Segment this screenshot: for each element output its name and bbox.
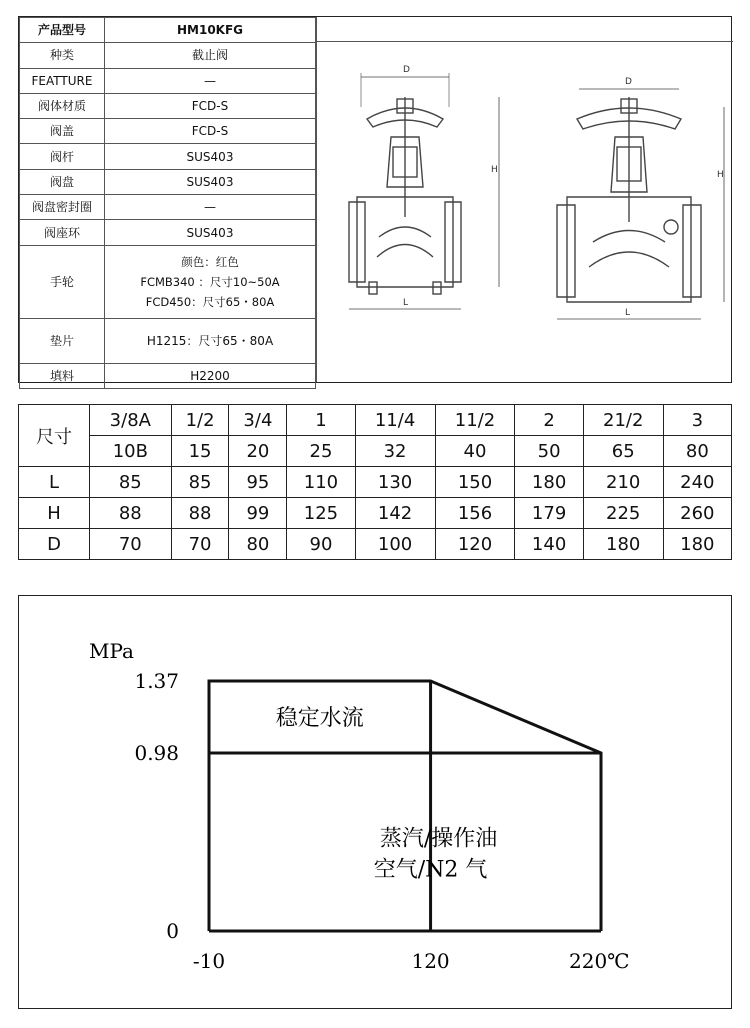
table-cell: 179 — [515, 498, 583, 529]
handwheel-line: FCMB340 ：尺寸10~50A — [140, 274, 280, 289]
table-cell: 88 — [90, 498, 172, 529]
row-label: L — [19, 467, 90, 498]
table-cell: 180 — [583, 529, 663, 560]
spec-value: HM10KFG — [105, 18, 316, 43]
spec-row — [20, 169, 316, 194]
spec-value: 截止阀 — [105, 43, 316, 68]
spec-key: 阀盘 — [20, 169, 105, 194]
table-cell: 1 — [287, 405, 355, 436]
spec-value: FCD-S — [105, 93, 316, 118]
table-cell: 225 — [583, 498, 663, 529]
table-row — [19, 529, 732, 560]
table-cell: 40 — [435, 436, 515, 467]
chart-svg — [19, 596, 731, 1008]
table-cell: 50 — [515, 436, 583, 467]
table-cell: 210 — [583, 467, 663, 498]
dim-label-l: L — [625, 308, 631, 318]
spec-key: 种类 — [20, 43, 105, 68]
spec-row — [20, 195, 316, 220]
spec-panel — [18, 16, 732, 383]
table-cell: 120 — [435, 529, 515, 560]
handwheel-line: FCD450：尺寸65・80A — [145, 294, 275, 309]
x-tick-label: -10 — [192, 949, 226, 973]
table-row — [19, 405, 732, 436]
table-cell: 125 — [287, 498, 355, 529]
table-row — [19, 498, 732, 529]
spec-row — [20, 144, 316, 169]
table-cell: 32 — [355, 436, 435, 467]
spec-key: 阀座环 — [20, 220, 105, 245]
spec-value: — — [105, 68, 316, 93]
table-cell: 1/2 — [171, 405, 229, 436]
table-cell: 260 — [663, 498, 731, 529]
x-tick-label: 120 — [411, 949, 450, 973]
spec-key: 填料 — [20, 363, 105, 388]
spec-key: 阀杆 — [20, 144, 105, 169]
table-cell: 65 — [583, 436, 663, 467]
table-cell: 150 — [435, 467, 515, 498]
table-cell: 110 — [287, 467, 355, 498]
table-cell: 100 — [355, 529, 435, 560]
table-cell: 3/8A — [90, 405, 172, 436]
spec-row-gasket — [20, 318, 316, 363]
spec-value — [105, 245, 316, 318]
y-tick-label: 0 — [166, 919, 179, 943]
spec-table — [19, 17, 316, 389]
dim-label-l: L — [403, 298, 409, 308]
spec-key: 手轮 — [20, 245, 105, 318]
region-label-air: 空气/N2 气 — [373, 857, 488, 883]
table-cell: 180 — [663, 529, 731, 560]
y-tick-label: 0.98 — [134, 741, 179, 765]
table-cell: 90 — [287, 529, 355, 560]
table-cell: 156 — [435, 498, 515, 529]
region-label-water: 稳定水流 — [275, 706, 364, 731]
valve-drawings — [319, 47, 729, 332]
spec-key: 阀盘密封圈 — [20, 195, 105, 220]
spec-key: 阀体材质 — [20, 93, 105, 118]
valve-drawing-small — [349, 65, 499, 309]
table-cell: 15 — [171, 436, 229, 467]
table-cell: 70 — [90, 529, 172, 560]
y-axis-label: MPa — [89, 639, 134, 663]
row-label: H — [19, 498, 90, 529]
handwheel-line: 颜色：红色 — [181, 254, 239, 269]
table-cell: 80 — [229, 529, 287, 560]
dim-label-d: D — [625, 77, 632, 87]
dimension-table — [18, 404, 732, 560]
spec-row-packing — [20, 363, 316, 388]
spec-key: 阀盖 — [20, 119, 105, 144]
spec-key: 产品型号 — [20, 18, 105, 43]
spec-row — [20, 220, 316, 245]
valve-drawing-large — [557, 77, 724, 319]
divider — [316, 17, 317, 382]
spec-key: FEATTURE — [20, 68, 105, 93]
spec-value: H1215：尺寸65・80A — [105, 318, 316, 363]
table-cell: 3/4 — [229, 405, 287, 436]
y-tick-label: 1.37 — [134, 669, 179, 693]
table-row — [19, 467, 732, 498]
table-cell: 142 — [355, 498, 435, 529]
table-cell: 3 — [663, 405, 731, 436]
table-cell: 70 — [171, 529, 229, 560]
table-cell: 11/4 — [355, 405, 435, 436]
spec-value: SUS403 — [105, 144, 316, 169]
table-cell: 85 — [171, 467, 229, 498]
dim-label-h: H — [717, 170, 724, 180]
spec-row-handwheel — [20, 245, 316, 318]
table-cell: 25 — [287, 436, 355, 467]
table-cell: 21/2 — [583, 405, 663, 436]
table-cell: 99 — [229, 498, 287, 529]
region-label-steam: 蒸汽/操作油 — [379, 826, 498, 852]
spec-value: SUS403 — [105, 169, 316, 194]
spec-row — [20, 93, 316, 118]
table-cell: 180 — [515, 467, 583, 498]
table-cell: 95 — [229, 467, 287, 498]
dim-label-d: D — [403, 65, 410, 75]
spec-header-row — [20, 18, 316, 43]
spec-row — [20, 119, 316, 144]
table-cell: 85 — [90, 467, 172, 498]
spec-key: 垫片 — [20, 318, 105, 363]
table-cell: 10B — [90, 436, 172, 467]
size-header: 尺寸 — [19, 405, 90, 467]
table-cell: 88 — [171, 498, 229, 529]
row-label: D — [19, 529, 90, 560]
pressure-envelope — [209, 681, 601, 931]
divider — [316, 41, 733, 42]
table-cell: 11/2 — [435, 405, 515, 436]
spec-value: — — [105, 195, 316, 220]
spec-value: SUS403 — [105, 220, 316, 245]
spec-value: H2200 — [105, 363, 316, 388]
pressure-temperature-chart — [18, 595, 732, 1009]
table-cell: 140 — [515, 529, 583, 560]
table-cell: 20 — [229, 436, 287, 467]
spec-row — [20, 68, 316, 93]
table-cell: 240 — [663, 467, 731, 498]
x-tick-label: 220℃ — [569, 949, 630, 973]
spec-value: FCD-S — [105, 119, 316, 144]
table-cell: 2 — [515, 405, 583, 436]
dim-label-h: H — [491, 165, 498, 175]
spec-row — [20, 43, 316, 68]
table-cell: 130 — [355, 467, 435, 498]
table-cell: 80 — [663, 436, 731, 467]
table-row — [19, 436, 732, 467]
